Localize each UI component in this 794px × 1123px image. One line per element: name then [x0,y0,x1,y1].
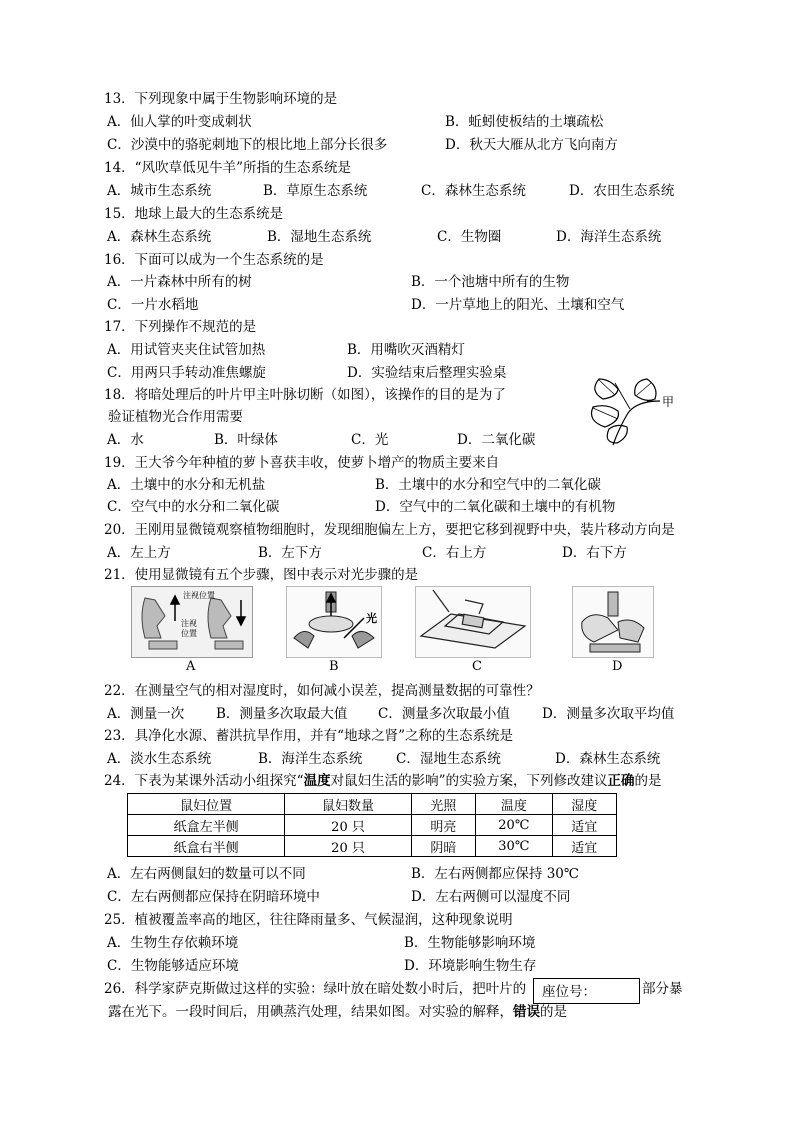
q22-option-c: C．测量多次取最小值 [378,706,510,722]
microscope-figure-d [572,586,654,658]
figure-c-caption: C [472,659,482,674]
table-cell: 适宜 [552,815,616,836]
q20-option-d: D．右下方 [562,545,627,561]
table-header: 鼠妇位置 [128,794,285,815]
q16-stem: 16．下面可以成为一个生态系统的是 [104,252,324,268]
figure-a-caption: A [186,659,196,674]
microscope-figure-a [131,586,253,658]
table-header: 光照 [411,794,475,815]
microscope-figure-b [286,586,382,658]
q24-stem: 24．下表为某课外活动小组探究“温度对鼠妇生活的影响”的实验方案，下列修改建议正确的是 [104,773,662,789]
figure-b-caption: B [329,659,339,674]
q24-option-d: D．左右两侧可以湿度不同 [411,889,571,905]
q15-option-b: B．湿地生态系统 [267,229,372,245]
q26-stem: 26．科学家萨克斯做过这样的实验：绿叶放在暗处数小时后，把叶片的 [104,981,527,997]
q18-option-d: D．二氧化碳 [457,432,536,448]
table-header: 温度 [476,794,552,815]
q22-option-b: B．测量多次取最大值 [216,706,348,722]
q20-stem: 20．王刚用显微镜观察植物细胞时，发现细胞偏左上方，要把它移到视野中央，装片移动方向是 [104,522,675,538]
q22-stem: 22．在测量空气的相对湿度时，如何减小误差，提高测量数据的可靠性？ [104,683,540,699]
q21-stem: 21．使用显微镜有五个步骤，图中表示对光步骤的是 [104,567,419,583]
figure-a-label-3: 位置 [181,629,197,638]
leaf-label: 甲 [662,395,675,409]
q13-option-b: B．蚯蚓使板结的土壤疏松 [445,114,604,130]
q16-option-d: D．一片草地上的阳光、土壤和空气 [411,297,625,313]
experiment-table [127,793,617,857]
q16-option-c: C．一片水稻地 [107,297,199,313]
q17-option-c: C．用两只手转动准焦螺旋 [107,365,266,381]
q14-option-a: A．城市生态系统 [107,183,212,199]
seat-number-box: 座位号： [533,978,640,1004]
table-cell: 20 只 [285,836,411,857]
q26-stem-continued: 露在光下。一段时间后，用碘蒸汽处理，结果如图。对实验的解释，错误的是 [108,1004,567,1020]
table-cell: 纸盒右半侧 [128,836,285,857]
q14-stem: 14．“风吹草低见牛羊”所指的生态系统是 [104,160,351,176]
q13-option-c: C．沙漠中的骆驼刺地下的根比地上部分长很多 [107,137,388,153]
q25-option-c: C．生物能够适应环境 [107,958,239,974]
leaf-figure [585,373,695,448]
table-row [128,836,617,857]
q14-option-d: D．农田生态系统 [569,183,675,199]
q13-stem: 13．下列现象中属于生物影响环境的是 [104,91,338,107]
q15-option-a: A．森林生态系统 [107,229,212,245]
figure-b-light-label: 光 [366,612,377,625]
q17-option-a: A．用试管夹夹住试管加热 [107,342,266,358]
q23-stem: 23．具净化水源、蓄洪抗旱作用，并有“地球之肾”之称的生态系统是 [104,728,513,744]
q19-option-c: C．空气中的水分和二氧化碳 [107,499,280,515]
q25-option-a: A．生物生存依赖环境 [107,935,239,951]
q18-option-a: A．水 [107,432,144,448]
table-cell: 20℃ [476,815,552,836]
q15-option-c: C．生物圈 [437,229,502,245]
table-header-row [128,794,617,815]
q26-stem-end: 部分暴 [642,981,683,997]
q22-option-a: A．测量一次 [107,706,185,722]
q13-option-d: D．秋天大雁从北方飞向南方 [445,137,618,153]
q23-option-c: C．湿地生态系统 [396,751,501,767]
figure-a-label-1: 注视位置 [183,591,215,600]
q23-option-d: D．森林生态系统 [555,751,661,767]
q14-option-b: B．草原生态系统 [263,183,368,199]
q13-option-a: A．仙人掌的叶变成刺状 [107,114,252,130]
table-cell: 适宜 [552,836,616,857]
q19-option-a: A．土壤中的水分和无机盐 [107,477,266,493]
table-row [128,815,617,836]
q17-stem: 17．下列操作不规范的是 [104,319,257,335]
q17-option-d: D．实验结束后整理实验桌 [347,365,507,381]
q19-stem: 19．王大爷今年种植的萝卜喜获丰收，使萝卜增产的物质主要来自 [104,455,500,471]
q19-option-d: D．空气中的二氧化碳和土壤中的有机物 [375,499,616,515]
table-header: 鼠妇数量 [285,794,411,815]
q16-option-a: A．一片森林中所有的树 [107,274,252,290]
q25-option-b: B．生物能够影响环境 [404,935,536,951]
q20-option-c: C．右上方 [422,545,487,561]
q15-stem: 15．地球上最大的生态系统是 [104,206,284,222]
q24-option-b: B．左右两侧都应保持 30℃ [411,866,579,882]
table-cell: 明亮 [411,815,475,836]
q22-option-d: D．测量多次取平均值 [542,706,675,722]
q14-option-c: C．森林生态系统 [421,183,526,199]
q20-option-b: B．左下方 [258,545,322,561]
q24-option-a: A．左右两侧鼠妇的数量可以不同 [107,866,306,882]
q23-option-b: B．海洋生态系统 [258,751,363,767]
table-cell: 20 只 [285,815,411,836]
table-cell: 30℃ [476,836,552,857]
q25-stem: 25．植被覆盖率高的地区，往往降雨量多、气候湿润，这种现象说明 [104,912,513,928]
figure-a-label-2: 注视 [181,619,197,628]
q15-option-d: D．海洋生态系统 [556,229,662,245]
q17-option-b: B．用嘴吹灭酒精灯 [347,342,465,358]
table-cell: 阴暗 [411,836,475,857]
q18-stem-continued: 验证植物光合作用需要 [108,409,243,425]
q20-option-a: A．左上方 [107,545,171,561]
q18-stem: 18．将暗处理后的叶片甲主叶脉切断（如图），该操作的目的是为了 [104,387,506,403]
q25-option-d: D．环境影响生物生存 [404,958,537,974]
microscope-figure-c [415,586,531,658]
q18-option-b: B．叶绿体 [214,432,278,448]
q19-option-b: B．土壤中的水分和空气中的二氧化碳 [375,477,601,493]
figure-d-caption: D [612,659,623,674]
q23-option-a: A．淡水生态系统 [107,751,212,767]
q24-option-c: C．左右两侧都应保持在阴暗环境中 [107,889,320,905]
table-header: 湿度 [552,794,616,815]
table-cell: 纸盒左半侧 [128,815,285,836]
q16-option-b: B．一个池塘中所有的生物 [411,274,570,290]
q18-option-c: C．光 [351,432,389,448]
